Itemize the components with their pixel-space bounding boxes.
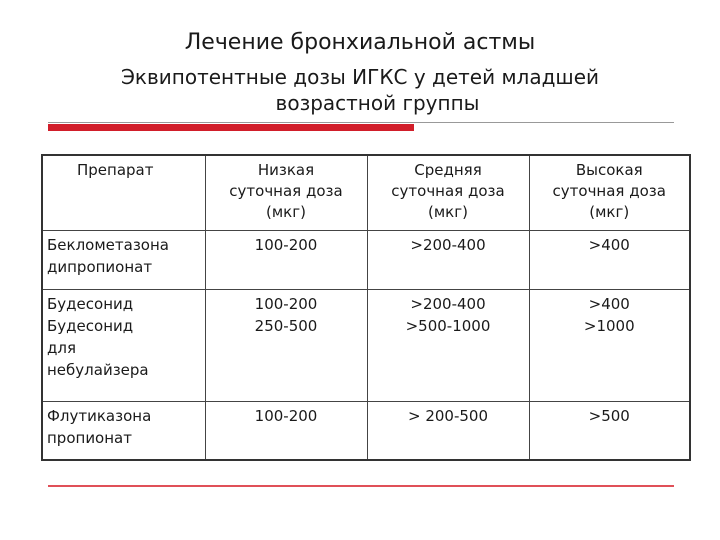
dose-value: >200-400 (410, 295, 486, 313)
high-dose-cell (529, 402, 690, 461)
drug-cell (42, 231, 205, 290)
header-text: Высокая (575, 161, 643, 179)
drug-name: дипропионат (47, 258, 153, 276)
dose-value: >1000 (583, 317, 635, 335)
bottom-divider-red (48, 485, 674, 487)
table-header-row (42, 155, 690, 231)
dose-value: >400 (588, 295, 630, 313)
dose-value: 250-500 (254, 317, 318, 335)
header-text: Средняя (414, 161, 482, 179)
dose-value: >500-1000 (405, 317, 491, 335)
header-drug (42, 155, 205, 231)
table-row (42, 231, 690, 290)
low-dose-cell (205, 402, 367, 461)
header-text: суточная доза (391, 182, 505, 200)
slide-subtitle (0, 64, 720, 116)
header-text: (мкг) (428, 203, 468, 221)
dose-value: > 200-500 (407, 407, 488, 425)
dose-table (41, 154, 691, 461)
header-text: суточная доза (552, 182, 666, 200)
subtitle-line-1: Эквипотентные дозы ИГКС у детей младшей (120, 65, 600, 89)
drug-cell (42, 402, 205, 461)
top-divider-red (48, 124, 414, 131)
low-dose-cell (205, 231, 367, 290)
drug-name: Будесонид (47, 295, 134, 313)
drug-name: пропионат (47, 429, 132, 447)
drug-cell (42, 290, 205, 402)
drug-name: Будесонид (47, 317, 134, 335)
header-text: (мкг) (266, 203, 306, 221)
drug-name: Беклометазона (47, 236, 169, 254)
table-row (42, 402, 690, 461)
subtitle-line-2: возрастной группы (275, 91, 480, 115)
dose-value: >400 (588, 236, 630, 254)
dose-value: >500 (588, 407, 630, 425)
medium-dose-cell (367, 231, 529, 290)
header-high-dose (529, 155, 690, 231)
drug-name: небулайзера (47, 361, 149, 379)
drug-name: для (47, 339, 76, 357)
medium-dose-cell (367, 402, 529, 461)
dose-value: >200-400 (410, 236, 486, 254)
header-medium-dose (367, 155, 529, 231)
high-dose-cell (529, 290, 690, 402)
header-low-dose (205, 155, 367, 231)
header-text: Препарат (77, 161, 154, 179)
dose-value: 100-200 (254, 407, 318, 425)
header-text: Низкая (257, 161, 315, 179)
dose-value: 100-200 (254, 295, 318, 313)
medium-dose-cell (367, 290, 529, 402)
top-divider-grey (48, 122, 674, 123)
header-text: (мкг) (589, 203, 630, 221)
table-row (42, 290, 690, 402)
low-dose-cell (205, 290, 367, 402)
high-dose-cell (529, 231, 690, 290)
dose-value: 100-200 (254, 236, 318, 254)
drug-name: Флутиказона (47, 407, 152, 425)
header-text: суточная доза (229, 182, 343, 200)
slide-title: Лечение бронхиальной астмы (184, 30, 536, 55)
